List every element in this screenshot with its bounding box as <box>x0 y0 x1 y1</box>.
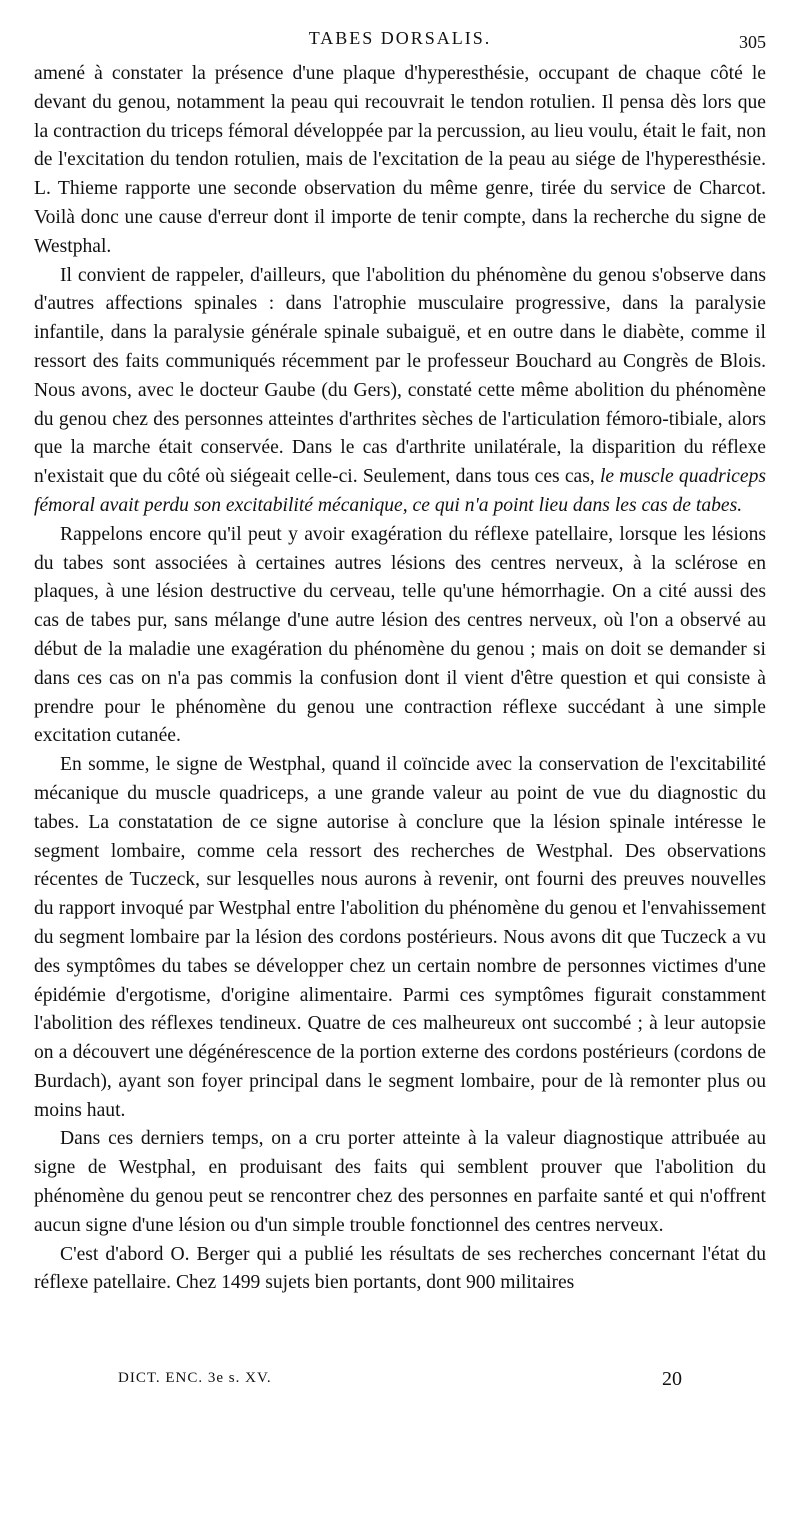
paragraph-text: En somme, le signe de Westphal, quand il coïncide avec la conservation de l'excitabilité mécanique du muscle quadriceps, a une grande valeur au point de vue du diagnostic du tabes. La constatation de ce signe autorise à conclure que la lésion spinale intéresse le segment lombaire, comme cela ressort des recherches de Westphal. Des observations récentes de Tuczeck, sur lesquelles nous aurons à revenir, ont fourni des preuves nouvelles du rapport invoqué par Westphal entre l'abolition du phénomène du genou et l'envahissement du segment lombaire par la lésion des cordons postérieurs. Nous avons dit que Tuczeck a vu des symptômes du tabes se développer chez un certain nombre de personnes victimes d'une épidémie d'ergotisme, d'origine alimentaire. Parmi ces symptômes figurait constamment l'abolition des réflexes tendineux. Quatre de ces malheureux ont succombé ; à leur autopsie on a découvert une dégénérescence de la portion externe des cordons postérieurs (cordons de Burdach), ayant son foyer principal dans le segment lombaire, pour de là remonter plus ou moins haut. <box>34 754 766 1121</box>
sheet-number: 20 <box>662 1368 682 1390</box>
paragraph-text: Dans ces derniers temps, on a cru porter atteinte à la valeur diagnostique attribuée au signe de Westphal, en produisant des faits qui semblent prouver que l'abolition du phénomène du genou peut se rencontrer chez des personnes en parfaite santé et qui n'offrent aucun signe d'une lésion ou d'un simple trouble fonctionnel des centres nerveux. <box>34 1128 766 1236</box>
paragraph-6 <box>34 1241 766 1299</box>
page-number: 305 <box>739 32 766 52</box>
body-text <box>34 60 766 1298</box>
page-footer <box>34 1368 766 1398</box>
paragraph-2 <box>34 262 766 521</box>
signature-mark: DICT. ENC. 3e s. XV. <box>118 1370 272 1386</box>
paragraph-text: C'est d'abord O. Berger qui a publié les résultats de ses recherches concernant l'état du réflexe patellaire. Chez 1499 sujets bien portants, dont 900 militaires <box>34 1243 766 1294</box>
paragraph-italic-text: le muscle quadriceps fémoral avait perdu son excitabilité mécanique, ce qui n'a point lieu dans les cas de tabes. <box>34 466 766 516</box>
paragraph-1 <box>34 60 766 262</box>
paragraph-5 <box>34 1125 766 1240</box>
running-title: TABES DORSALIS. <box>308 28 492 48</box>
paragraph-3 <box>34 521 766 751</box>
paragraph-text: Il convient de rappeler, d'ailleurs, que l'abolition du phénomène du genou s'observe dans d'autres affections spinales : dans l'atrophie musculaire progressive, dans la paralysie infantile, dans la paralysie générale spinale subaiguë, et en outre dans le diabète, comme il ressort des faits communiqués récemment par le professeur Bouchard au Congrès de Blois. Nous avons, avec le docteur Gaube (du Gers), constaté cette même abolition du phénomène du genou chez des personnes atteintes d'arthrites sèches de l'articulation fémoro-tibiale, alors que la marche était conservée. Dans le cas d'arthrite unilatérale, la disparition du réflexe n'existait que du côté où siégeait celle-ci. Seulement, dans tous ces cas, <box>34 264 766 488</box>
paragraph-text: amené à constater la présence d'une plaque d'hyperesthésie, occupant de chaque côté le devant du genou, notamment la peau qui recouvrait le tendon rotulien. Il pensa dès lors que la contraction du triceps fémoral développée par la percussion, au lieu voulu, était le fait, non de l'excitation du tendon rotulien, mais de l'excitation de la peau au siége de l'hyperesthésie. L. Thieme rapporte une seconde observation du même genre, tirée du service de Charcot. Voilà donc une cause d'erreur dont il importe de tenir compte, dans la recherche du signe de Westphal. <box>34 63 766 257</box>
paragraph-text: Rappelons encore qu'il peut y avoir exagération du réflexe patellaire, lorsque les lésions du tabes sont associées à certaines autres lésions des centres nerveux, à la sclérose en plaques, à une lésion destructive du cerveau, telle qu'une hémorrhagie. On a cité aussi des cas de tabes pur, sans mélange d'une autre lésion des centres nerveux, où l'on a observé au début de la maladie une exagération du phénomène du genou ; mais on doit se demander si dans ces cas on n'a pas commis la confusion dont il vient d'être question et qui consiste à prendre pour le phénomène du genou une contraction réflexe succédant à une simple excitation cutanée. <box>34 523 766 747</box>
paragraph-4 <box>34 751 766 1125</box>
page-header <box>34 28 766 56</box>
